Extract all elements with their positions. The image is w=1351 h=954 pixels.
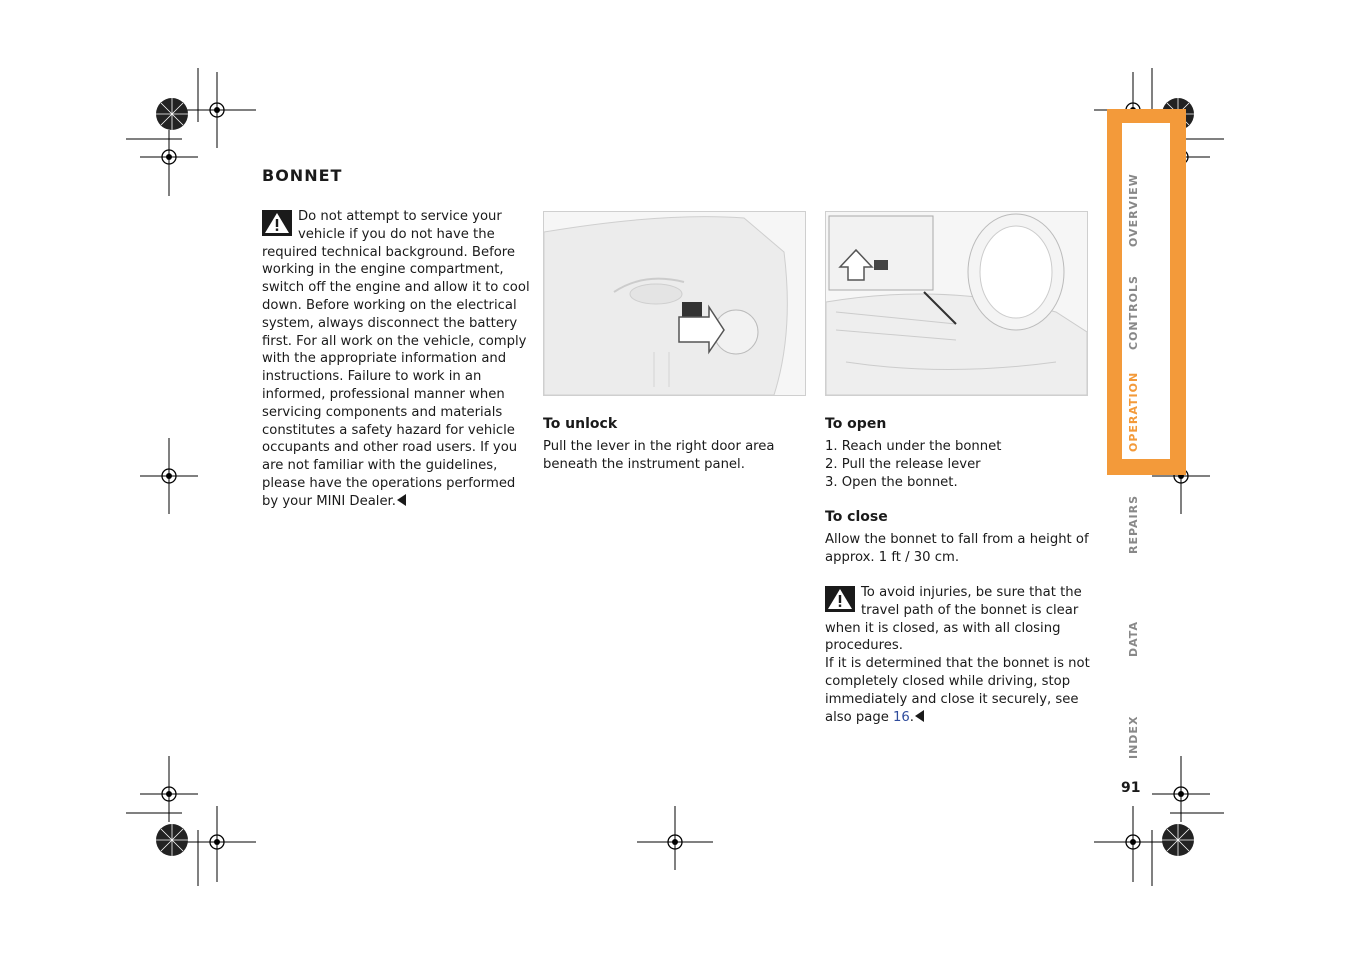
- warning-text-1: Do not attempt to service your vehicle if you do not have the required technical background. Before working in the engine compartment, switch off the engine and allow it to cool down. Before working on the electrical system, always disconnect the battery first. For all work on the vehicle, comply with the appropriate information and instructions. Failure to work in an informed, professional manner when servicing components and materials constitutes a safety hazard for vehicle occupants and other road users. If you are not familiar with the guidelines, please have the operations performed by your MINI Dealer.: [262, 209, 530, 509]
- page-number: 91: [1121, 780, 1141, 796]
- tab-repairs[interactable]: REPAIRS: [1127, 494, 1140, 554]
- page-link[interactable]: 16: [893, 709, 910, 725]
- warning-text-2: To avoid injuries, be sure that the travel path of the bonnet is clear when it is closed, as with all closing procedures.: [825, 585, 1082, 654]
- open-heading: To open: [825, 416, 887, 432]
- warning-block-2: [825, 584, 1091, 726]
- warning-triangle-icon: [262, 210, 292, 236]
- period: .: [909, 709, 914, 725]
- bonnet-illustration: [825, 211, 1088, 396]
- end-mark-icon: [397, 494, 406, 506]
- warning-block-1: [262, 208, 532, 511]
- close-heading: To close: [825, 509, 888, 525]
- unlock-text: Pull the lever in the right door area beneath the instrument panel.: [543, 439, 775, 472]
- list-item: 3. Open the bonnet.: [825, 474, 958, 490]
- warning-text-2b: If it is determined that the bonnet is not completely closed while driving, stop immediately and close it securely, see also page: [825, 656, 1090, 725]
- close-text: Allow the bonnet to fall from a height of approx. 1 ft / 30 cm.: [825, 532, 1089, 565]
- page-title: BONNET: [262, 166, 343, 185]
- end-mark-icon: [915, 710, 924, 722]
- list-item: 2. Pull the release lever: [825, 456, 981, 472]
- warning-triangle-icon: [825, 586, 855, 612]
- tab-data[interactable]: DATA: [1127, 621, 1140, 657]
- tab-overview[interactable]: OVERVIEW: [1127, 173, 1140, 247]
- unlock-heading: To unlock: [543, 416, 618, 432]
- tab-index[interactable]: INDEX: [1127, 715, 1140, 759]
- open-steps: [825, 438, 1095, 491]
- tab-operation[interactable]: OPERATION: [1127, 371, 1140, 452]
- tab-controls[interactable]: CONTROLS: [1127, 275, 1140, 350]
- list-item: 1. Reach under the bonnet: [825, 439, 1002, 454]
- lever-illustration: [543, 211, 806, 396]
